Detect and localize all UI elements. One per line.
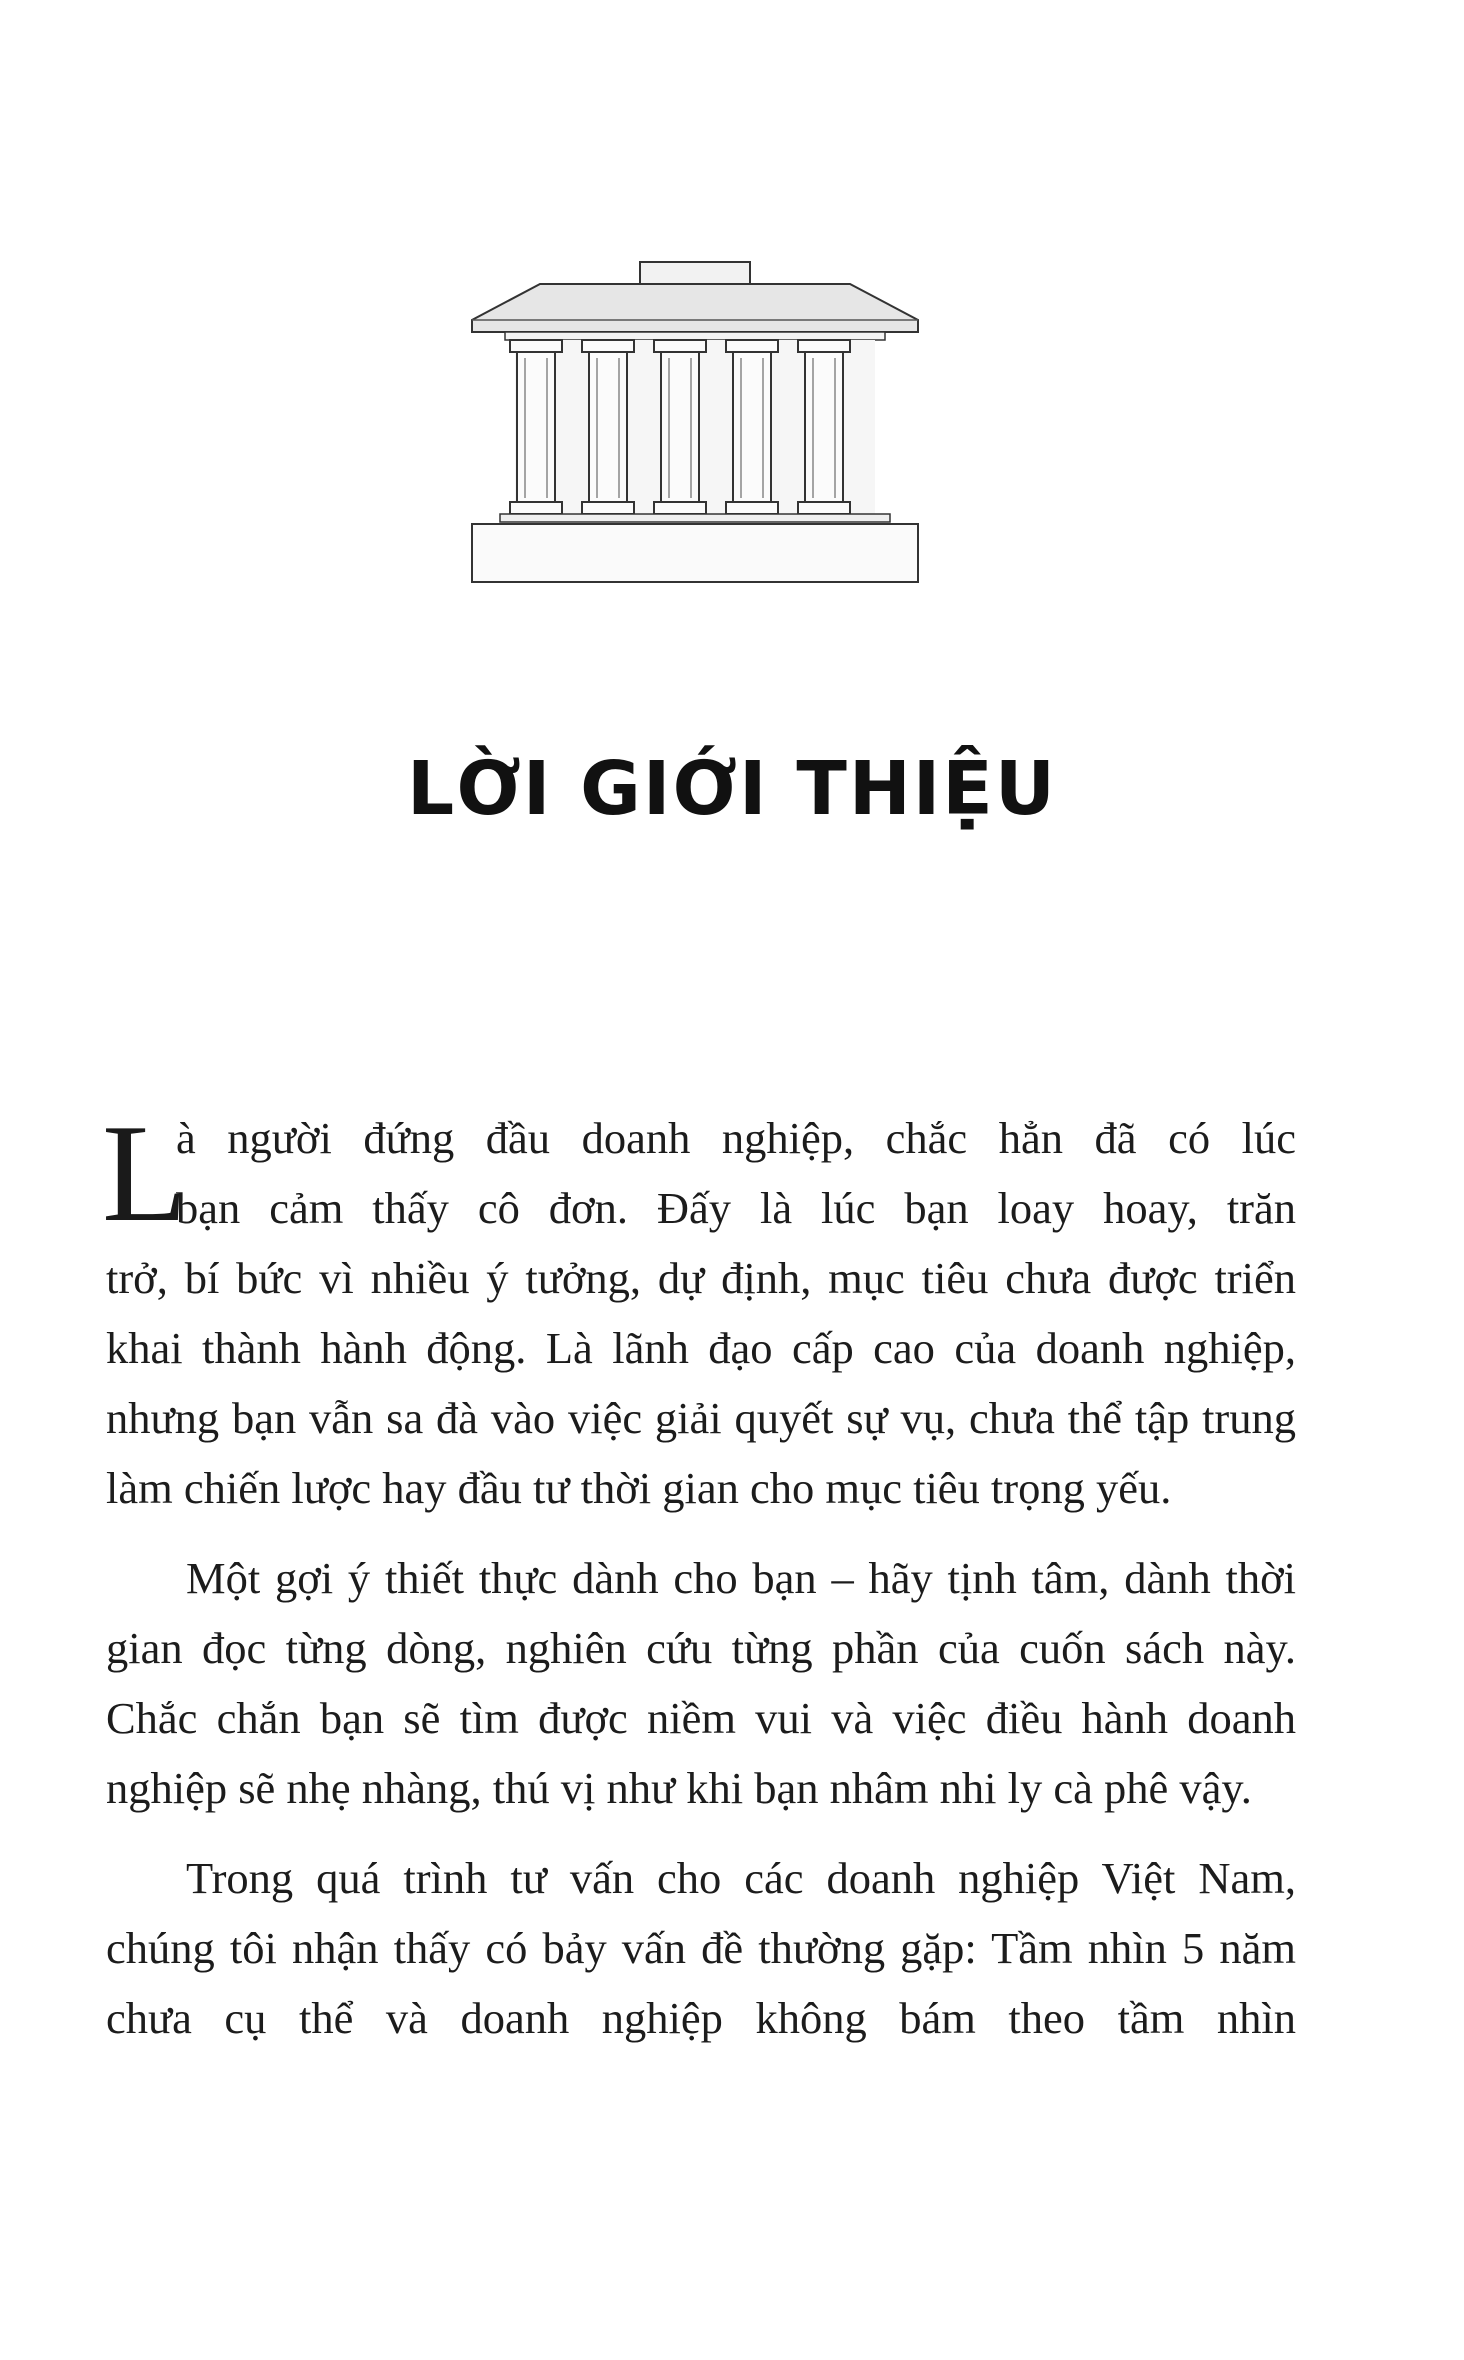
body-text: [102, 1096, 1296, 2073]
paragraph-1-line-2: bạn cảm thấy cô đơn. Đấy là lúc bạn loay hoay, trăn: [176, 1183, 1296, 1233]
classical-temple-icon: [470, 260, 920, 585]
paragraph-2: Một gợi ý thiết thực dành cho bạn – hãy tịnh tâm, dành thời gian đọc từng dòng, nghiên cứu từng phần của cuốn sách này. Chắc chắn bạn sẽ tìm được niềm vui và việc điều hành doanh nghiệp sẽ nhẹ nhàng, thú vị như khi bạn nhâm nhi ly cà phê vậy.: [106, 1553, 1296, 1813]
paragraph-3: Trong quá trình tư vấn cho các doanh nghiệp Việt Nam, chúng tôi nhận thấy có bảy vấn đề thường gặp: Tầm nhìn 5 năm chưa cụ thể và doanh nghiệp không bám theo tầm nhìn: [106, 1853, 1296, 2043]
paragraph-1: [102, 1096, 1296, 1523]
chapter-title: LỜI GIỚI THIỆU: [407, 746, 1057, 832]
drop-cap: L: [102, 1096, 188, 1251]
paragraph-1-rest: trở, bí bức vì nhiều ý tưởng, dự định, mục tiêu chưa được triển khai thành hành động. Là lãnh đạo cấp cao của doanh nghiệp, nhưng bạn vẫn sa đà vào việc giải quyết sự vụ, chưa thể tập trung làm chiến lược hay đầu tư thời gian cho mục tiêu trọng yếu.: [106, 1253, 1296, 1513]
paragraph-1-line-1: à người đứng đầu doanh nghiệp, chắc hẳn đã có lúc: [176, 1113, 1296, 1163]
